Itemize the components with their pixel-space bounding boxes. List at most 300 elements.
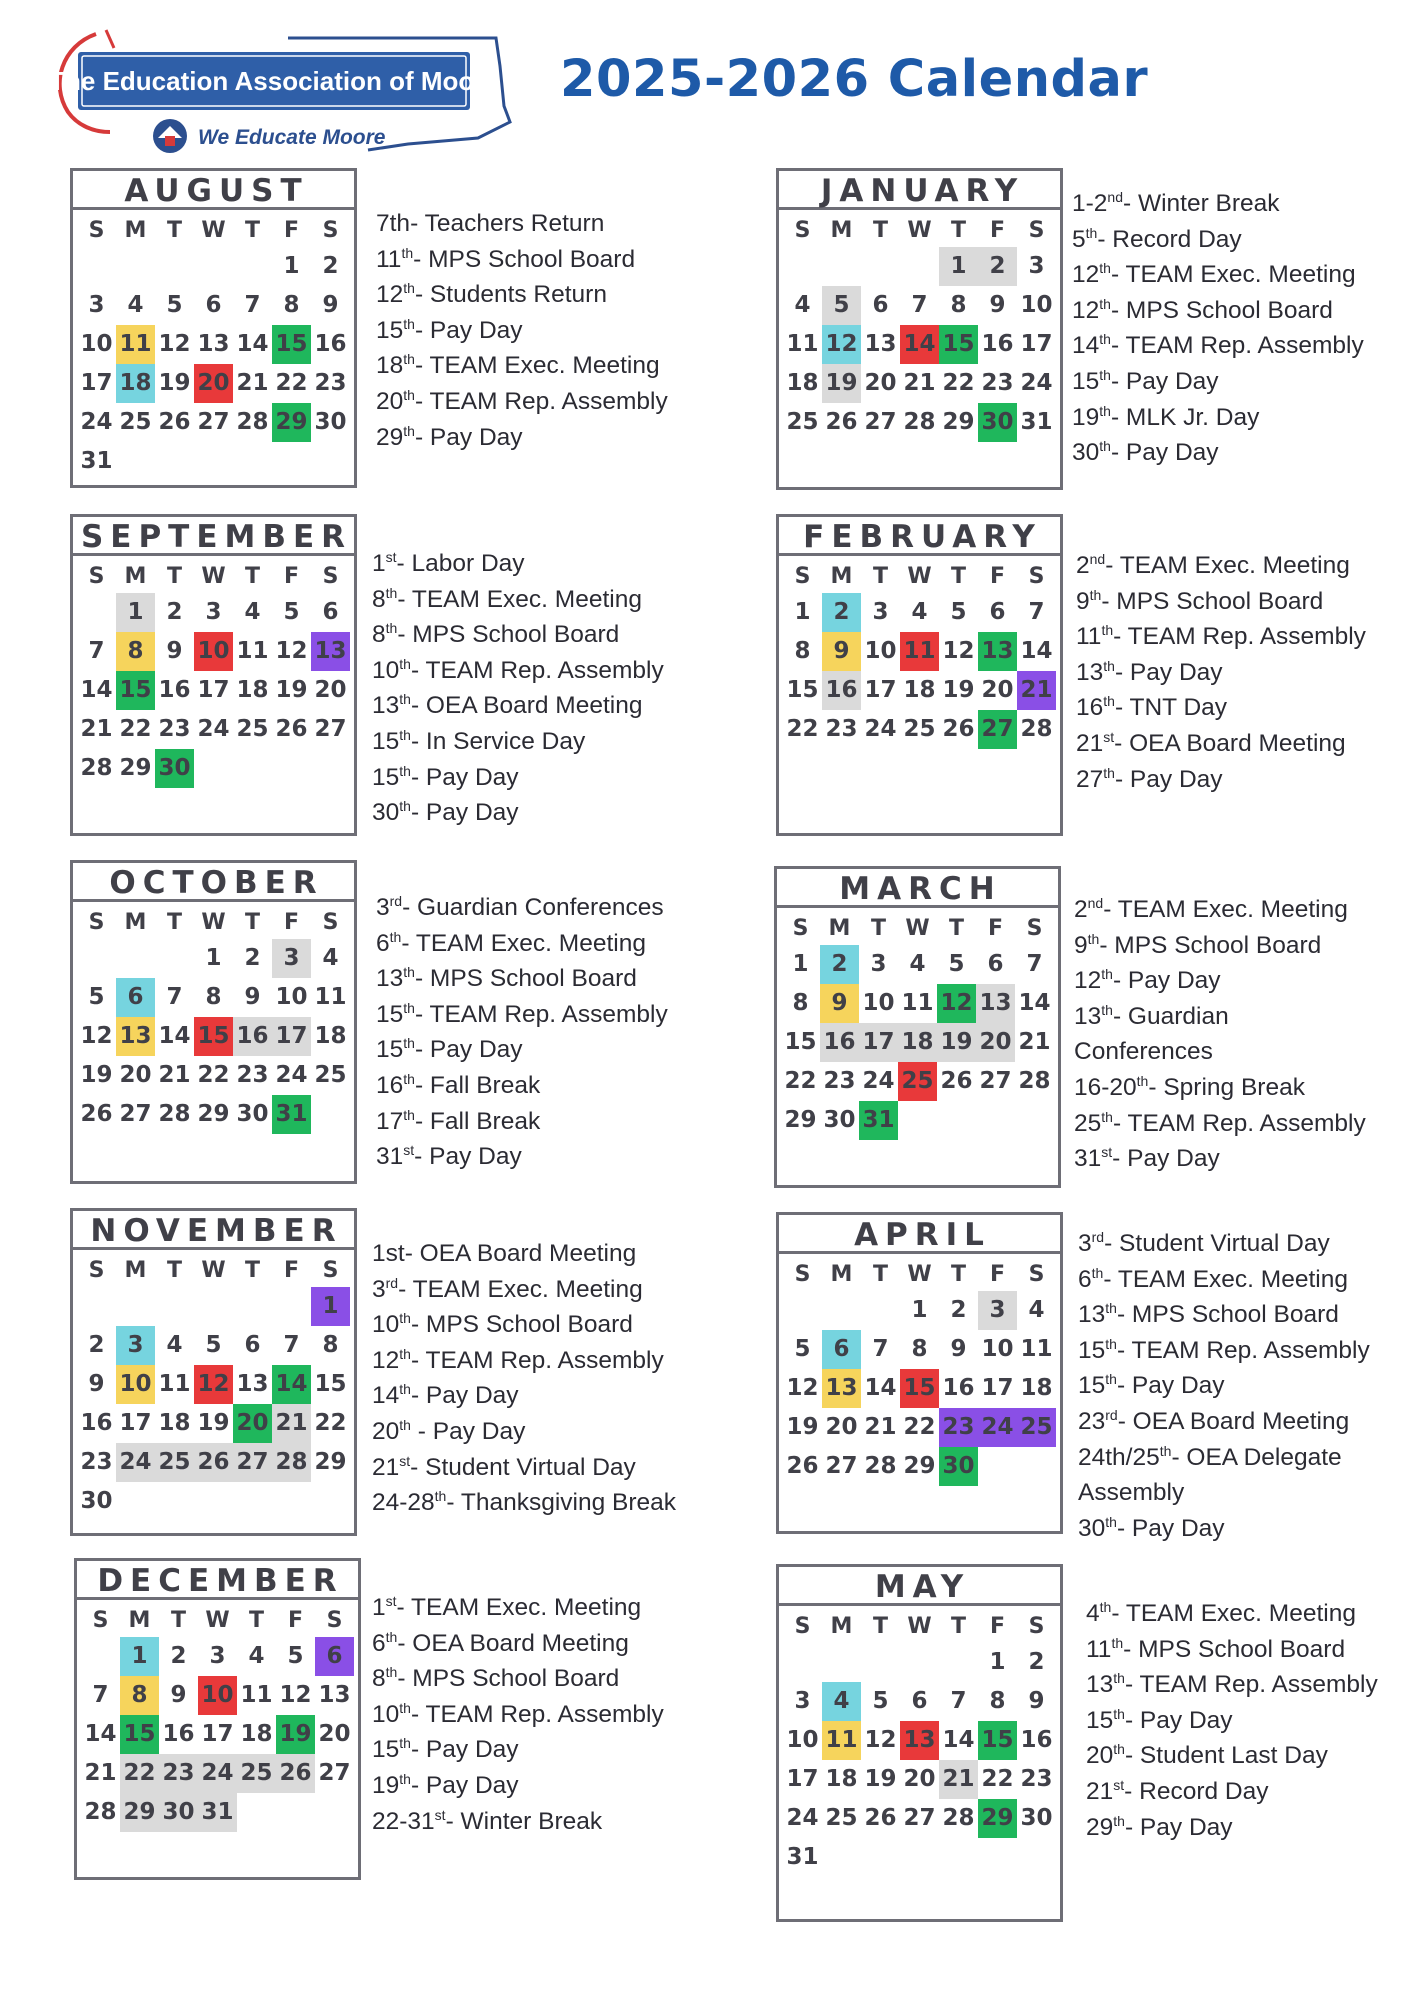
- weekday-label: S: [792, 916, 809, 941]
- event-item: [1076, 548, 1366, 584]
- event-text: - Student Last Day: [1124, 1742, 1328, 1770]
- day-cell: 20: [233, 1404, 272, 1443]
- day-cell: 23: [825, 716, 858, 742]
- month-february: [776, 514, 1063, 836]
- day-cell: 8: [322, 1332, 339, 1358]
- day-cell: 14: [942, 1727, 975, 1753]
- event-date-suffix: th: [403, 1070, 415, 1087]
- weekday-label: F: [283, 1258, 300, 1283]
- day-cell: 18: [236, 677, 269, 703]
- day-cell: 21: [80, 716, 113, 742]
- weekday-label: T: [872, 1262, 888, 1287]
- day-cell: 13: [236, 1371, 269, 1397]
- day-cell: 5: [872, 1688, 889, 1714]
- event-date: 6: [372, 1629, 386, 1657]
- day-cell: 23: [159, 1754, 198, 1793]
- event-text: - MPS School Board: [1123, 1635, 1346, 1663]
- day-cell: 25: [236, 716, 269, 742]
- event-date-suffix: th: [399, 726, 411, 743]
- event-date: 23: [1078, 1407, 1106, 1435]
- event-date-suffix: st: [385, 548, 397, 565]
- event-text: - Thanksgiving Break: [446, 1489, 677, 1517]
- day-cell: 20: [314, 677, 347, 703]
- event-text: - MPS School Board: [414, 965, 637, 993]
- day-grid: [81, 1604, 354, 1832]
- event-text: - Pay Day: [414, 1143, 522, 1171]
- weekday-label: S: [1028, 1262, 1045, 1287]
- day-cell: 20: [825, 1414, 858, 1440]
- day-cell: 6: [822, 1330, 861, 1369]
- weekday-label: T: [870, 916, 886, 941]
- day-cell: 29: [120, 1793, 159, 1832]
- event-date-suffix: th: [1113, 1705, 1125, 1722]
- day-cell: 31: [198, 1793, 237, 1832]
- day-cell: 10: [198, 1676, 237, 1715]
- day-cell: 12: [275, 638, 308, 664]
- month-march: [774, 866, 1061, 1188]
- day-cell: 10: [275, 984, 308, 1010]
- day-cell: 5: [822, 286, 861, 325]
- day-cell: 24: [80, 409, 113, 435]
- event-item: [1072, 257, 1364, 293]
- day-cell: 30: [978, 403, 1017, 442]
- day-cell: 16: [820, 1023, 859, 1062]
- day-cell: 10: [80, 331, 113, 357]
- day-cell: 8: [950, 292, 967, 318]
- event-item: [1076, 655, 1366, 691]
- day-cell: 2: [88, 1332, 105, 1358]
- event-text: - Pay Day: [410, 799, 519, 827]
- weekday-label: F: [989, 218, 1006, 243]
- day-cell: 18: [158, 1410, 191, 1436]
- day-cell: 10: [864, 638, 897, 664]
- day-cell: 13: [318, 1682, 351, 1708]
- event-text: - Pay Day: [410, 1417, 526, 1445]
- weekday-label: T: [950, 564, 966, 589]
- association-logo: [48, 26, 518, 156]
- day-cell: 12: [158, 331, 191, 357]
- weekday-label: W: [907, 1262, 932, 1287]
- weekday-label: M: [128, 1608, 151, 1633]
- event-date: 9: [1076, 587, 1090, 615]
- day-cell: 2: [166, 599, 183, 625]
- event-date: 8: [372, 621, 386, 649]
- day-cell: 10: [1020, 292, 1053, 318]
- day-cell: 27: [825, 1453, 858, 1479]
- event-date-suffix: th: [403, 315, 415, 332]
- day-cell: 24: [862, 1068, 895, 1094]
- day-cell: 12: [822, 325, 861, 364]
- event-date-suffix: nd: [1107, 188, 1123, 205]
- day-cell: 8: [205, 984, 222, 1010]
- event-date: 13: [372, 692, 400, 720]
- day-cell: 25: [155, 1443, 194, 1482]
- event-date: 8: [372, 1665, 386, 1693]
- event-item: [1076, 584, 1366, 620]
- event-text: - OEA Board Meeting: [404, 1240, 637, 1267]
- logo-tagline: We Educate Moore: [198, 126, 386, 149]
- event-item: [372, 1378, 676, 1414]
- day-cell: 21: [864, 1414, 897, 1440]
- event-date-suffix: st: [385, 1592, 397, 1609]
- event-text: - TEAM Exec. Meeting: [397, 585, 642, 613]
- weekday-label: S: [1028, 218, 1045, 243]
- day-cell: 16: [162, 1721, 195, 1747]
- event-item: [376, 1104, 668, 1140]
- day-cell: 15: [939, 325, 978, 364]
- day-cell: 14: [272, 1365, 311, 1404]
- day-cell: 2: [1028, 1649, 1045, 1675]
- event-text: - Pay Day: [1124, 1813, 1233, 1841]
- event-date: 14: [1072, 332, 1100, 360]
- day-cell: 1: [792, 951, 809, 977]
- day-cell: 25: [1017, 1408, 1056, 1447]
- day-cell: 9: [820, 984, 859, 1023]
- day-cell: 21: [84, 1760, 117, 1786]
- month-name: JANUARY: [779, 171, 1060, 210]
- day-cell: 29: [784, 1107, 817, 1133]
- event-date-suffix: th: [1087, 930, 1100, 947]
- weekday-label: M: [124, 564, 147, 589]
- event-date: 21: [1076, 729, 1104, 757]
- month-may: [776, 1564, 1063, 1922]
- event-date-suffix: th: [1099, 331, 1111, 348]
- day-cell: 16: [233, 1017, 272, 1056]
- day-cell: 15: [786, 677, 819, 703]
- weekday-label: T: [244, 910, 260, 935]
- day-cell: 6: [987, 951, 1004, 977]
- event-date: 3: [372, 1275, 386, 1303]
- day-cell: 19: [276, 1715, 315, 1754]
- day-cell: 7: [1026, 951, 1043, 977]
- day-cell: 24: [786, 1805, 819, 1831]
- event-date: 9: [1074, 931, 1088, 959]
- day-cell: 22: [786, 716, 819, 742]
- event-date-suffix: th: [1113, 1670, 1125, 1687]
- day-cell: 3: [88, 292, 105, 318]
- day-cell: 4: [794, 292, 811, 318]
- day-cell: 29: [942, 409, 975, 435]
- event-date-suffix: th: [385, 584, 398, 601]
- event-date: 6: [376, 929, 390, 957]
- day-cell: 13: [978, 632, 1017, 671]
- event-text: - TEAM Exec. Meeting: [1103, 896, 1348, 923]
- event-item: [372, 546, 664, 582]
- day-cell: 27: [903, 1805, 936, 1831]
- event-text: - Pay Day: [1124, 1706, 1233, 1734]
- day-cell: 16: [981, 331, 1014, 357]
- day-cell: 15: [116, 671, 155, 710]
- day-cell: 13: [311, 632, 350, 671]
- event-item: [1074, 1034, 1366, 1070]
- event-date: 18: [376, 352, 404, 380]
- weekday-label: F: [989, 1614, 1006, 1639]
- day-cell: 12: [279, 1682, 312, 1708]
- event-date-suffix: nd: [1087, 894, 1104, 911]
- event-item: [376, 1032, 668, 1068]
- day-cell: 7: [166, 984, 183, 1010]
- day-cell: 2: [244, 945, 261, 971]
- day-cell: 26: [786, 1453, 819, 1479]
- day-cell: 27: [197, 409, 230, 435]
- weekday-label: T: [166, 564, 182, 589]
- event-item: [372, 1414, 676, 1450]
- day-cell: 8: [116, 632, 155, 671]
- day-cell: 20: [318, 1721, 351, 1747]
- event-date: 7th: [376, 210, 411, 237]
- day-cell: 26: [158, 409, 191, 435]
- day-cell: 17: [786, 1766, 819, 1792]
- event-date: 13: [376, 965, 404, 993]
- event-item: [1076, 726, 1366, 762]
- weekday-label: M: [830, 1614, 853, 1639]
- day-cell: 22: [942, 370, 975, 396]
- event-text: - Winter Break: [1123, 190, 1280, 217]
- event-date-suffix: th: [399, 655, 411, 672]
- month-april: [776, 1212, 1063, 1534]
- day-cell: 8: [120, 1676, 159, 1715]
- event-date: 24-28: [372, 1489, 435, 1517]
- day-cell: 10: [981, 1336, 1014, 1362]
- event-date-suffix: th: [1113, 1741, 1125, 1758]
- event-text: - TEAM Exec. Meeting: [396, 1594, 642, 1621]
- weekday-label: S: [794, 1262, 811, 1287]
- weekday-label: M: [830, 564, 853, 589]
- day-cell: 4: [322, 945, 339, 971]
- event-text: Assembly: [1078, 1479, 1185, 1507]
- day-cell: 20: [981, 677, 1014, 703]
- day-cell: 24: [978, 1408, 1017, 1447]
- day-cell: 26: [80, 1101, 113, 1127]
- day-cell: 20: [903, 1766, 936, 1792]
- event-text: - OEA Board Meeting: [397, 1629, 629, 1657]
- event-date-suffix: th: [399, 1381, 411, 1398]
- day-cell: 22: [119, 716, 152, 742]
- day-cell: 18: [1020, 1375, 1053, 1401]
- event-date-suffix: rd: [389, 892, 403, 909]
- day-cell: 20: [864, 370, 897, 396]
- logo-org-name: The Education Association of Moore: [49, 66, 499, 96]
- day-cell: 18: [786, 370, 819, 396]
- day-cell: 24: [864, 716, 897, 742]
- event-text: - TEAM Exec. Meeting: [1110, 261, 1356, 289]
- day-cell: 28: [236, 409, 269, 435]
- day-cell: 30: [159, 1793, 198, 1832]
- day-cell: 5: [205, 1332, 222, 1358]
- event-text: - TEAM Exec. Meeting: [1105, 552, 1350, 579]
- event-text: - TEAM Exec. Meeting: [1111, 1600, 1356, 1627]
- day-cell: 19: [80, 1062, 113, 1088]
- event-date: 16-20: [1074, 1073, 1137, 1101]
- event-date: 4: [1086, 1600, 1100, 1627]
- day-cell: 5: [287, 1643, 304, 1669]
- day-cell: 17: [272, 1017, 311, 1056]
- weekday-label: W: [201, 1258, 226, 1283]
- event-date: 30: [1078, 1514, 1106, 1542]
- day-cell: 1: [911, 1297, 928, 1323]
- day-cell: 28: [1020, 716, 1053, 742]
- day-cell: 4: [822, 1682, 861, 1721]
- event-text: - Fall Break: [414, 1107, 541, 1135]
- day-cell: 1: [205, 945, 222, 971]
- event-text: - TEAM Rep. Assembly: [414, 387, 668, 415]
- event-item: [372, 1768, 664, 1804]
- event-date: 15: [1086, 1706, 1114, 1734]
- event-item: [376, 206, 668, 242]
- event-item: [1078, 1475, 1370, 1511]
- event-item: [1072, 222, 1364, 258]
- day-cell: 20: [976, 1023, 1015, 1062]
- day-cell: 4: [911, 599, 928, 625]
- event-text: - TNT Day: [1114, 694, 1228, 722]
- event-text: - Pay Day: [1116, 1514, 1225, 1542]
- day-cell: 20: [194, 364, 233, 403]
- day-cell: 7: [872, 1336, 889, 1362]
- day-cell: 9: [88, 1371, 105, 1397]
- event-text: - TEAM Rep. Assembly: [1113, 623, 1366, 651]
- event-date-suffix: th: [1099, 402, 1111, 419]
- day-cell: 15: [194, 1017, 233, 1056]
- event-date: 15: [376, 1036, 404, 1064]
- day-cell: 19: [937, 1023, 976, 1062]
- day-cell: 29: [272, 403, 311, 442]
- event-date: 12: [372, 1346, 400, 1374]
- event-date-suffix: th: [1103, 693, 1115, 710]
- day-cell: 3: [116, 1326, 155, 1365]
- event-date: 13: [1086, 1671, 1114, 1699]
- day-cell: 4: [166, 1332, 183, 1358]
- day-cell: 5: [283, 599, 300, 625]
- events-september: [372, 546, 664, 831]
- day-cell: 28: [942, 1805, 975, 1831]
- event-date-suffix: th: [1099, 295, 1111, 312]
- day-cell: 7: [92, 1682, 109, 1708]
- event-text: - Record Day: [1124, 1777, 1269, 1805]
- weekday-label: S: [322, 1258, 339, 1283]
- day-cell: 31: [859, 1101, 898, 1140]
- event-text: - Guardian Conferences: [402, 894, 664, 921]
- weekday-label: T: [248, 1608, 264, 1633]
- day-cell: 25: [903, 716, 936, 742]
- weekday-label: S: [88, 218, 105, 243]
- day-cell: 26: [940, 1068, 973, 1094]
- event-item: [372, 653, 664, 689]
- day-cell: 11: [900, 632, 939, 671]
- day-cell: 3: [872, 599, 889, 625]
- day-cell: 28: [272, 1443, 311, 1482]
- month-name: MARCH: [777, 869, 1058, 908]
- event-date-suffix: th: [434, 1488, 447, 1504]
- day-cell: 14: [158, 1023, 191, 1049]
- day-cell: 19: [158, 370, 191, 396]
- event-item: [1086, 1738, 1378, 1774]
- weekday-label: W: [201, 218, 226, 243]
- event-date: 16: [1076, 694, 1104, 722]
- day-cell: 29: [978, 1799, 1017, 1838]
- event-text: - Pay Day: [1116, 1372, 1225, 1400]
- event-date: 14: [372, 1382, 400, 1410]
- event-text: - MPS School Board: [1110, 296, 1333, 324]
- day-cell: 5: [794, 1336, 811, 1362]
- event-item: [1074, 1141, 1366, 1177]
- day-cell: 21: [158, 1062, 191, 1088]
- event-text: - MPS School Board: [397, 1665, 620, 1693]
- day-cell: 2: [820, 945, 859, 984]
- event-text: - MPS School Board: [397, 621, 620, 649]
- event-date-suffix: th: [403, 999, 415, 1016]
- day-cell: 9: [950, 1336, 967, 1362]
- day-cell: 20: [119, 1062, 152, 1088]
- day-cell: 21: [1018, 1029, 1051, 1055]
- day-cell: 7: [283, 1332, 300, 1358]
- event-date: 15: [1072, 367, 1100, 395]
- day-grid: [77, 906, 350, 1134]
- event-text: - MPS School Board: [410, 1311, 633, 1339]
- event-date-suffix: th: [1101, 622, 1114, 639]
- day-cell: 28: [80, 755, 113, 781]
- event-date: 12: [1072, 296, 1100, 324]
- event-date-suffix: th: [1105, 1300, 1117, 1317]
- event-item: [372, 1272, 676, 1308]
- event-text: - Labor Day: [396, 550, 525, 577]
- event-text: - TEAM Exec. Meeting: [1103, 1265, 1348, 1293]
- events-october: [376, 890, 668, 1175]
- day-cell: 13: [900, 1721, 939, 1760]
- day-grid: [783, 214, 1056, 442]
- event-date-suffix: th: [1105, 1335, 1117, 1352]
- event-date-suffix: th: [1091, 1264, 1104, 1281]
- day-cell: 27: [119, 1101, 152, 1127]
- event-item: [372, 1732, 664, 1768]
- event-date-suffix: st: [403, 1142, 415, 1158]
- event-text: - Spring Break: [1148, 1073, 1305, 1101]
- event-item: [1086, 1810, 1378, 1846]
- event-text: - In Service Day: [410, 727, 586, 755]
- day-cell: 3: [1028, 253, 1045, 279]
- event-text: - TEAM Exec. Meeting: [414, 352, 660, 380]
- day-cell: 7: [244, 292, 261, 318]
- event-text: - Pay Day: [410, 1736, 519, 1764]
- event-date-suffix: th: [403, 351, 415, 368]
- day-cell: 22: [120, 1754, 159, 1793]
- day-cell: 12: [80, 1023, 113, 1049]
- day-cell: 17: [864, 677, 897, 703]
- event-item: [372, 724, 664, 760]
- day-cell: 12: [864, 1727, 897, 1753]
- event-text: - Teachers Return: [410, 210, 605, 237]
- event-date: 5: [1072, 225, 1086, 253]
- day-cell: 25: [825, 1805, 858, 1831]
- weekday-label: S: [1026, 916, 1043, 941]
- event-date-suffix: th: [1101, 1108, 1113, 1125]
- event-date-suffix: rd: [1105, 1406, 1118, 1423]
- event-text: - TEAM Rep. Assembly: [410, 1346, 664, 1374]
- day-cell: 27: [318, 1760, 351, 1786]
- weekday-label: F: [989, 1262, 1006, 1287]
- day-cell: 22: [314, 1410, 347, 1436]
- day-cell: 14: [1018, 990, 1051, 1016]
- event-item: [1078, 1368, 1370, 1404]
- event-item: [372, 1590, 664, 1626]
- event-date-suffix: th: [385, 1664, 398, 1681]
- event-text: - Pay Day: [1112, 1145, 1220, 1173]
- page-title: 2025-2026 Calendar: [560, 50, 1149, 109]
- month-name: SEPTEMBER: [73, 517, 354, 556]
- day-cell: 3: [870, 951, 887, 977]
- weekday-label: T: [872, 218, 888, 243]
- day-cell: 9: [1028, 1688, 1045, 1714]
- event-text: - OEA Delegate: [1171, 1443, 1342, 1471]
